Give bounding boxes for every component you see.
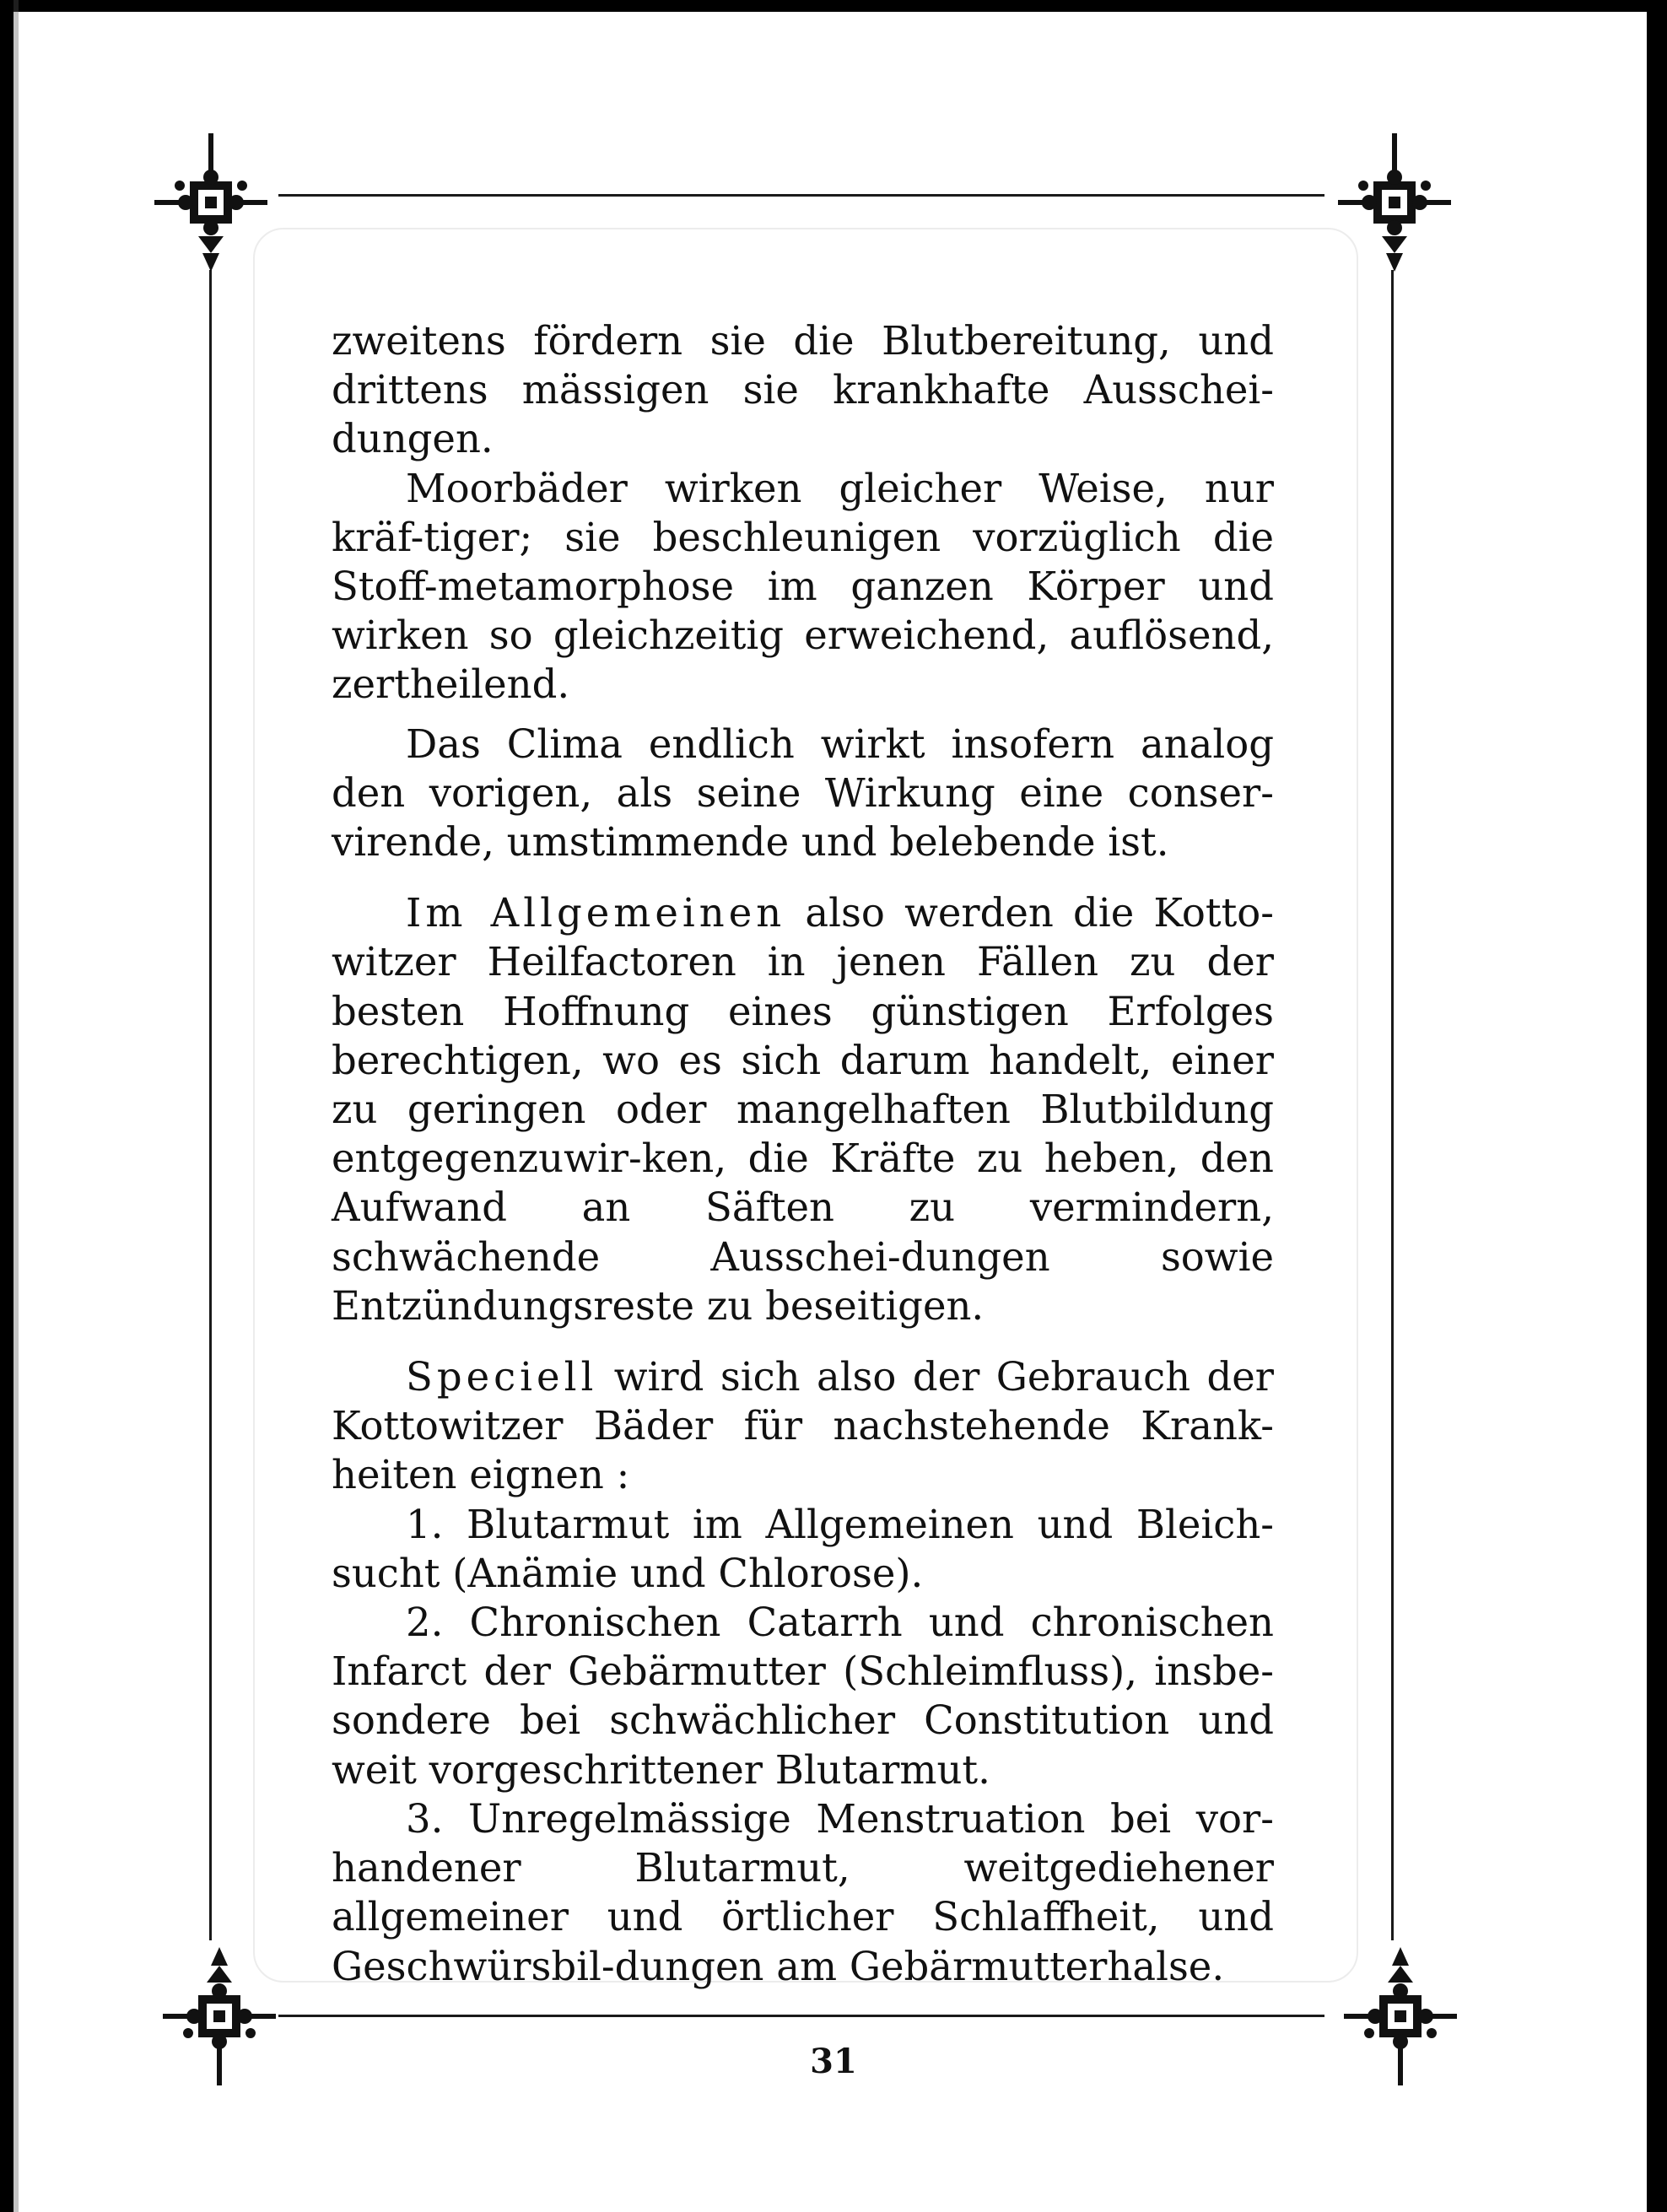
ornamental-cross-icon: [1331, 127, 1458, 278]
paragraph-moorbaeder: Moorbäder wirken gleicher Weise, nur kräf-tiger; sie beschleunigen vorzüglich die Stoff-metamorphose im ganzen Körper und wirken so gleichzeitig erweichend, auflösend, zertheilend.: [332, 465, 1274, 708]
list-item-text: Blutarmut im Allgemeinen und Bleich-sucht (Anämie und Chlorose).: [332, 1501, 1274, 1596]
list-item-text: Chronischen Catarrh und chronischen Infarct der Gebärmutter (Schleimfluss), insbe-sondere bei schwächlicher Constitution und weit vorgeschrittener Blutarmut.: [332, 1600, 1274, 1793]
list-item: [332, 1500, 1274, 1598]
scan-edge-top: [0, 0, 1667, 12]
frame-line-bottom: [278, 2015, 1324, 2017]
emphasis-allgemeinen: Im Allgemeinen: [406, 890, 786, 936]
frame-line-left: [209, 270, 212, 1940]
scan-edge-left-shadow: [13, 0, 19, 2212]
list-item-number: 1.: [406, 1501, 444, 1547]
paragraph-clima: Das Clima endlich wirkt insofern analog den vorigen, als seine Wirkung eine conser-virende, umstimmende und belebende ist.: [332, 720, 1274, 866]
paragraph-allgemeinen: [332, 888, 1274, 1330]
body-text: [332, 316, 1274, 1991]
list-item: [332, 1794, 1274, 1991]
frame-line-top: [278, 194, 1324, 197]
page-number: 31: [810, 2042, 857, 2081]
list-item-number: 3.: [406, 1795, 444, 1842]
paragraph-speciell: [332, 1352, 1274, 1500]
scan-edge-right: [1647, 0, 1667, 2212]
list-item-text: Unregelmässige Menstruation bei vor-handener Blutarmut, weitgediehener allgemeiner und örtlicher Schlaffheit, und Geschwürsbil-dungen am Gebärmutterhalse.: [332, 1795, 1274, 1989]
emphasis-speciell: Speciell: [406, 1354, 598, 1400]
paragraph-speciell-text: wird sich also der Gebrauch der Kottowitzer Bäder für nachstehende Krank-heiten eignen :: [332, 1354, 1274, 1498]
list-item-number: 2.: [406, 1600, 444, 1646]
paragraph-continuation: zweitens fördern sie die Blutbereitung, und drittens mässigen sie krankhafte Ausschei-dungen.: [332, 318, 1274, 462]
frame-line-right: [1391, 270, 1394, 1940]
ornamental-cross-icon: [148, 127, 274, 278]
scan-edge-left: [0, 0, 13, 2212]
list-item: [332, 1598, 1274, 1794]
paragraph-allgemeinen-text: also werden die Kotto-witzer Heilfactoren in jenen Fällen zu der besten Hoffnung eines günstigen Erfolges berechtigen, wo es sich darum handelt, einer zu geringen oder mangelhaften Blutbildung entgegenzuwir-ken, die Kräfte zu heben, den Aufwand an Säften zu vermindern, schwächende Ausschei-dungen sowie Entzündungsreste zu beseitigen.: [332, 890, 1274, 1329]
